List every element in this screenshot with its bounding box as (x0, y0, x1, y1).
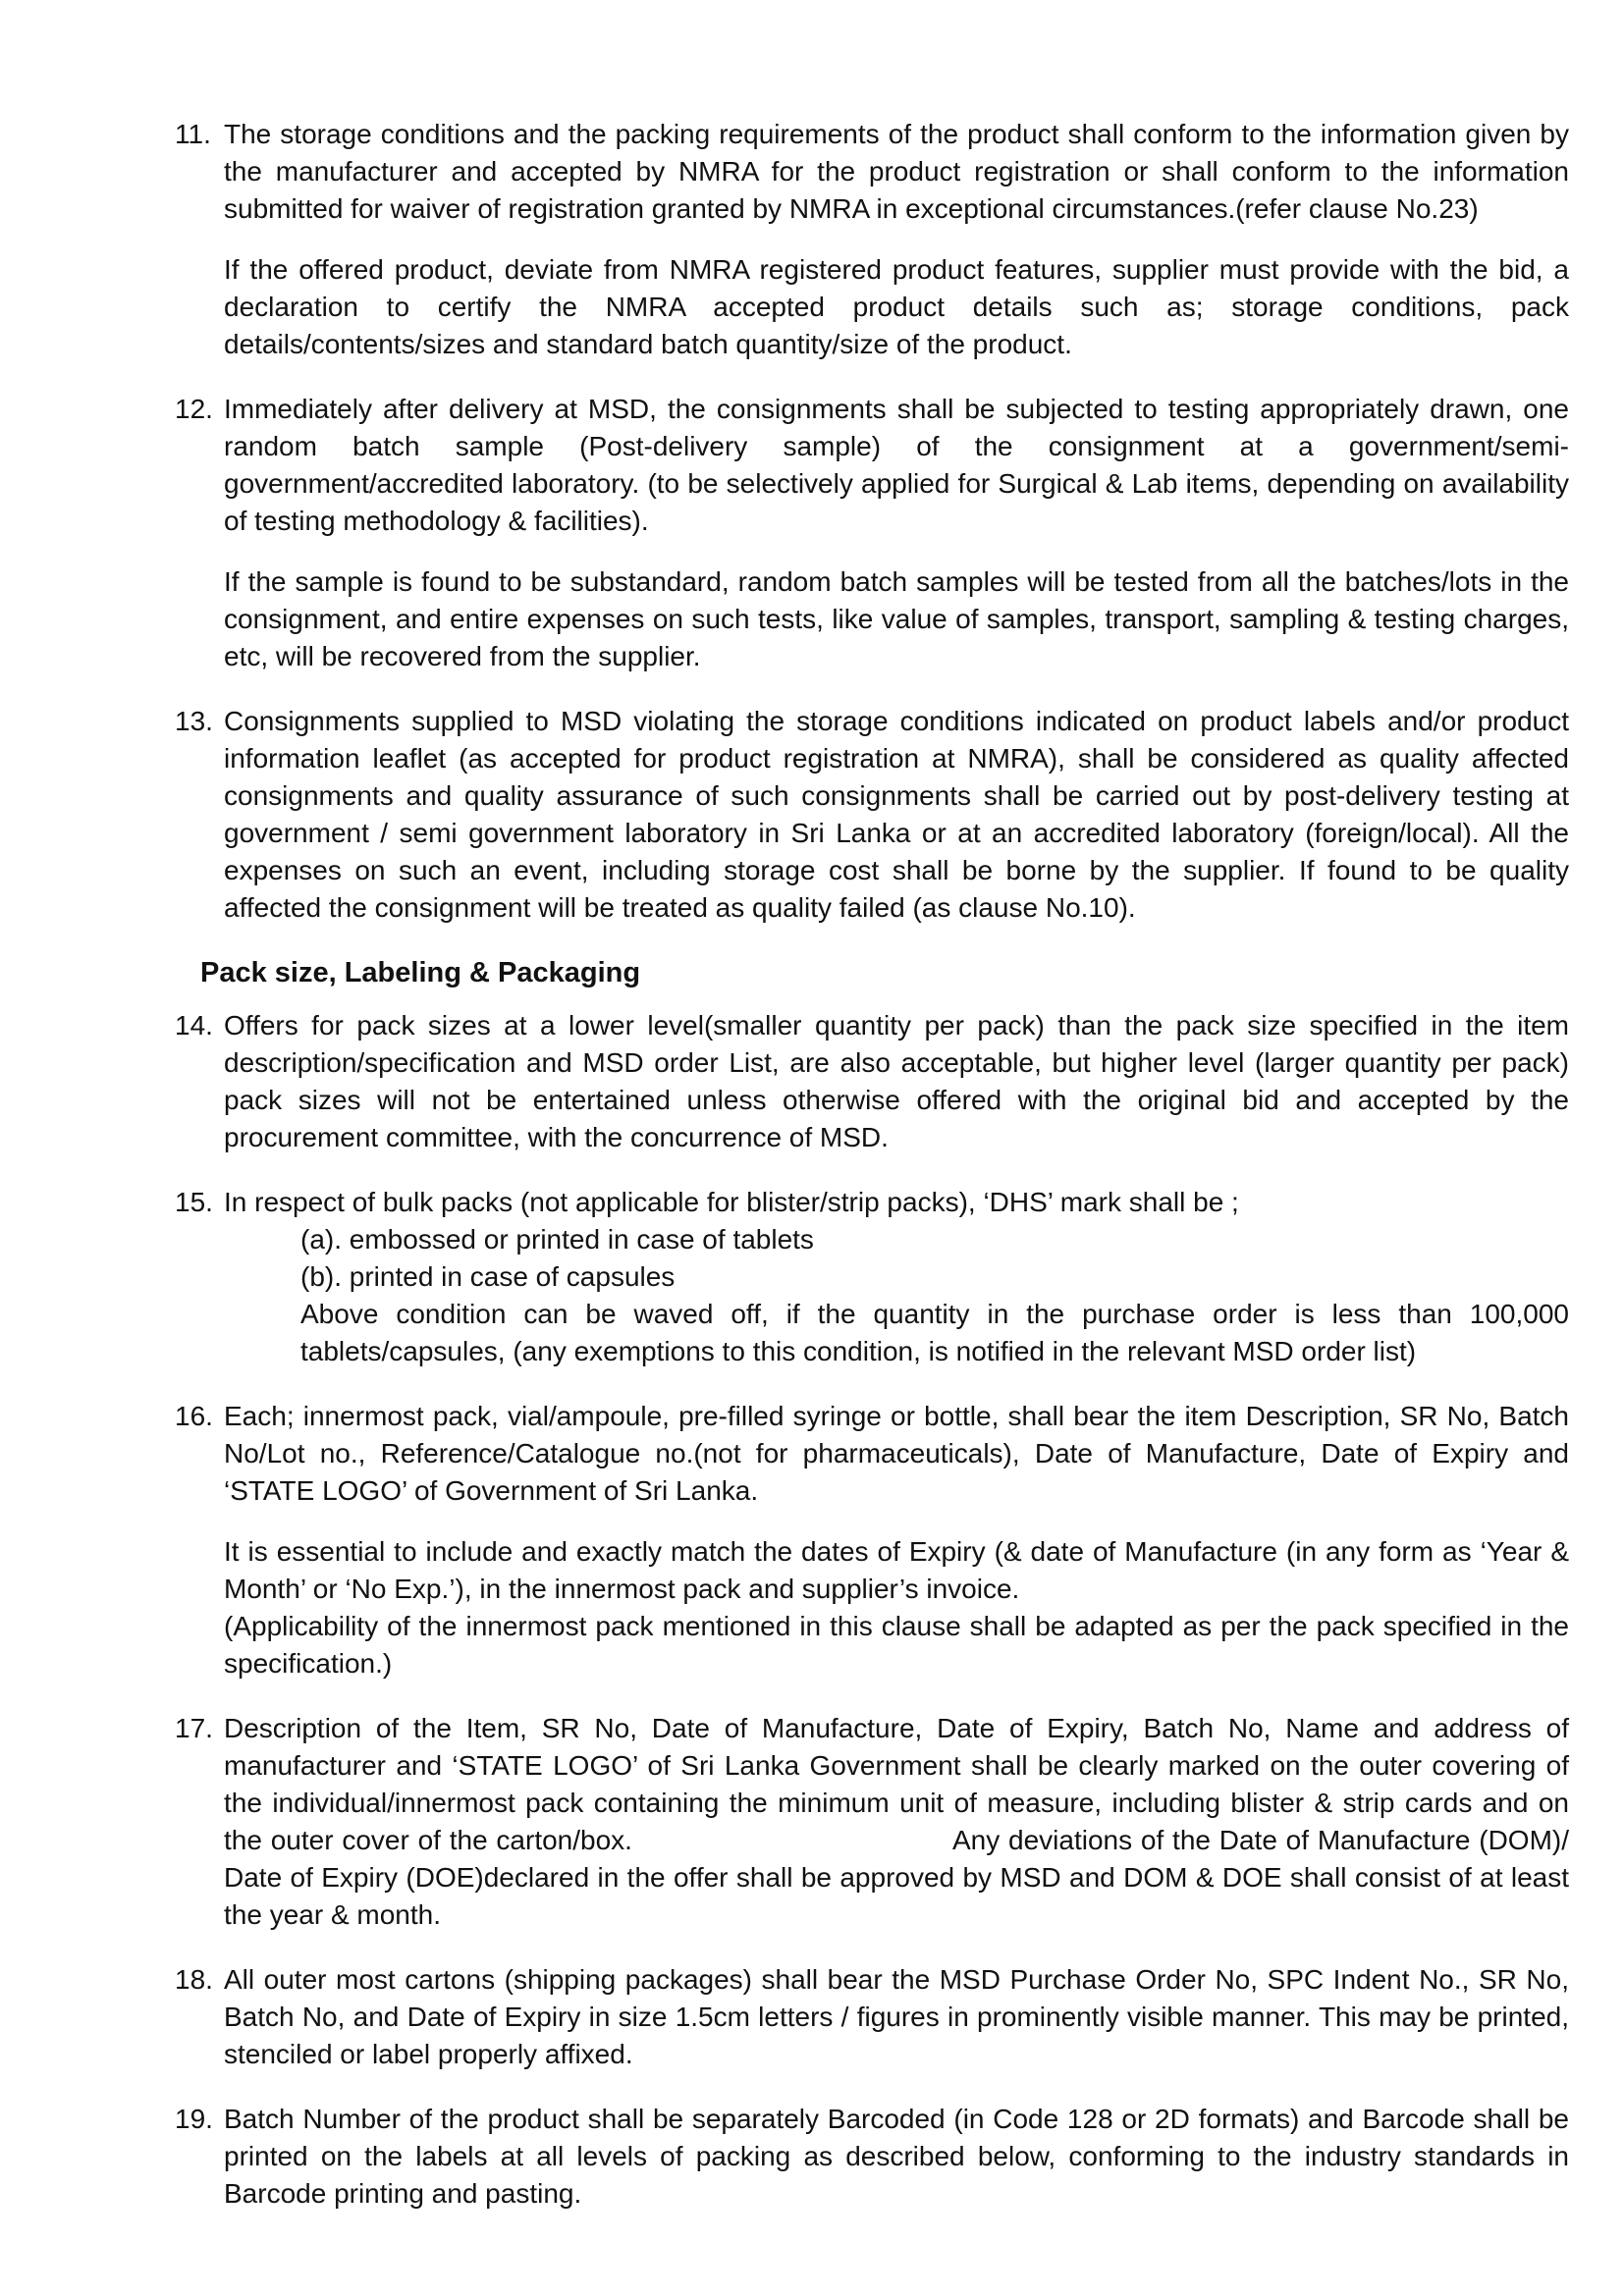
clause-19 (175, 2101, 1569, 2213)
clause-13-body (224, 703, 1569, 927)
clause-17-text-after-gap: Any deviations of the Date of Manufacture (DOM)/ Date of Expiry (DOE)declared in the offer shall be approved by MSD and DOM & DOE shall consist of at least the year & month. (224, 1825, 1570, 1930)
clause-11-body (224, 116, 1569, 363)
clause-12-body (224, 391, 1569, 675)
section-heading-pack-size-labeling-packaging: Pack size, Labeling & Packaging (200, 957, 641, 988)
clause-18-paragraph-1: All outer most cartons (shipping packages) shall bear the MSD Purchase Order No, SPC Indent No., SR No, Batch No, and Date of Expiry in size 1.5cm letters / figures in prominently visible manner. This may be printed, stenciled or label properly affixed. (224, 1964, 1569, 2069)
tab-gap (641, 1848, 946, 1849)
clause-15-intro: In respect of bulk packs (not applicable for blister/strip packs), ‘DHS’ mark shall be ; (224, 1187, 1239, 1217)
clause-18 (175, 1961, 1569, 2073)
clause-16 (175, 1398, 1569, 1682)
clause-16-paragraph-1: Each; innermost pack, vial/ampoule, pre-filled syringe or bottle, shall bear the item Description, SR No, Batch No/Lot no., Reference/Catalogue no.(not for pharmaceuticals), Date of Manufacture, Date of Expiry and ‘STATE LOGO’ of Government of Sri Lanka. (224, 1401, 1569, 1506)
clause-16-paragraph-2: It is essential to include and exactly match the dates of Expiry (& date of Manufacture (in any form as ‘Year & Month’ or ‘No Exp.’), in the innermost pack and supplier’s invoice. (224, 1536, 1569, 1604)
clause-16-paragraph-3: (Applicability of the innermost pack mentioned in this clause shall be adapted as per the pack specified in the specification.) (224, 1611, 1569, 1679)
clause-19-body (224, 2101, 1569, 2213)
clause-14-paragraph-1: Offers for pack sizes at a lower level(smaller quantity per pack) than the pack size specified in the item description/specification and MSD order List, are also acceptable, but higher level (larger quantity per pack) pack sizes will not be entertained unless otherwise offered with the original bid and accepted by the procurement committee, with the concurrence of MSD. (224, 1010, 1569, 1152)
clause-15-number: 15. (175, 1187, 213, 1217)
clause-13-number: 13. (175, 706, 213, 736)
clause-list (175, 116, 1569, 2213)
clause-17-paragraph-1 (224, 1710, 1569, 1934)
clause-18-number: 18. (175, 1964, 213, 1995)
clause-17-body (224, 1710, 1569, 1934)
clause-17-number: 17. (175, 1713, 213, 1743)
clause-16-body (224, 1398, 1569, 1682)
clause-19-paragraph-1: Batch Number of the product shall be separately Barcoded (in Code 128 or 2D formats) and Barcode shall be printed on the labels at all levels of packing as described below, conforming to the industry standards in Barcode printing and pasting. (224, 2104, 1569, 2209)
clause-11-paragraph-2: If the offered product, deviate from NMRA registered product features, supplier must provide with the bid, a declaration to certify the NMRA accepted product details such as; storage conditions, pack details/contents/sizes and standard batch quantity/size of the product. (224, 254, 1569, 359)
clause-14 (175, 1007, 1569, 1156)
clause-15-subitem-a: (a). embossed or printed in case of tablets (300, 1224, 814, 1255)
clause-12-paragraph-1: Immediately after delivery at MSD, the consignments shall be subjected to testing appropriately drawn, one random batch sample (Post-delivery sample) of the consignment at a government/semi-government/accredited laboratory. (to be selectively applied for Surgical & Lab items, depending on availability of testing methodology & facilities). (224, 394, 1569, 536)
clause-11 (175, 116, 1569, 363)
clause-12 (175, 391, 1569, 675)
clause-17 (175, 1710, 1569, 1934)
clause-11-paragraph-1: The storage conditions and the packing requirements of the product shall conform to the information given by the manufacturer and accepted by NMRA for the product registration or shall conform to the information submitted for waiver of registration granted by NMRA in exceptional circumstances.(refer clause No.23) (224, 119, 1569, 224)
clause-18-body (224, 1961, 1569, 2073)
clause-12-number: 12. (175, 394, 213, 424)
clause-13-paragraph-1: Consignments supplied to MSD violating the storage conditions indicated on product labels and/or product information leaflet (as accepted for product registration at NMRA), shall be considered as quality affected consignments and quality assurance of such consignments shall be carried out by post-delivery testing at government / semi government laboratory in Sri Lanka or at an accredited laboratory (foreign/local). All the expenses on such an event, including storage cost shall be borne by the supplier. If found to be quality affected the consignment will be treated as quality failed (as clause No.10). (224, 706, 1569, 923)
clause-11-number: 11. (175, 119, 211, 149)
clause-14-number: 14. (175, 1010, 213, 1041)
clause-17-text-before-gap: Description of the Item, SR No, Date of Manufacture, Date of Expiry, Batch No, Name and address of manufacturer and ‘STATE LOGO’ of Sri Lanka Government shall be clearly marked on the outer covering of the individual/innermost pack containing the minimum unit of measure, including blister & strip cards and on the outer cover of the carton/box. (224, 1713, 1569, 1855)
clause-15-note: Above condition can be waved off, if the quantity in the purchase order is less than 100,000 tablets/capsules, (any exemptions to this condition, is notified in the relevant MSD order list) (300, 1299, 1569, 1366)
clause-15-subitem-b: (b). printed in case of capsules (300, 1261, 676, 1292)
clause-19-number: 19. (175, 2104, 213, 2134)
clause-15 (175, 1184, 1569, 1370)
clause-14-body (224, 1007, 1569, 1156)
clause-13 (175, 703, 1569, 927)
clause-12-paragraph-2: If the sample is found to be substandard, random batch samples will be tested from all the batches/lots in the consignment, and entire expenses on such tests, like value of samples, transport, sampling & testing charges, etc, will be recovered from the supplier. (224, 566, 1569, 671)
clause-16-number: 16. (175, 1401, 213, 1431)
clause-15-body (224, 1184, 1569, 1370)
